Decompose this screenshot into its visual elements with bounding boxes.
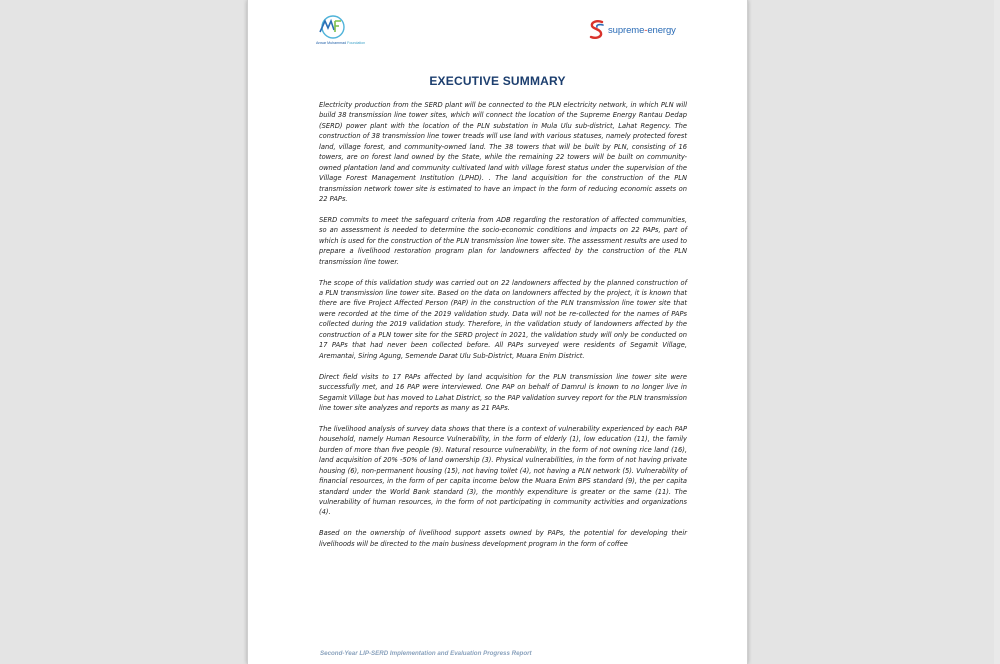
- supreme-energy-logo-text: supreme-energy: [608, 25, 676, 36]
- body-paragraph: The scope of this validation study was carried out on 22 landowners affected by the planned construction of a PLN transmission line tower site. Based on the data on landowners affected by the project, it is known that there are five Project Affected Person (PAP) in the construction of the PLN transmission line tower site that were recorded at the time of the 2019 validation study. Data will not be re-collected for the names of PAPs collected during the 2019 validation study. Therefore, in the validation study of landowners affected by the construction of a PLN tower site for the SERD project in 2021, the validation study will only be conducted on 17 PAPs that had never been collected before. All PAPs surveyed were residents of Segamit Village, Aremantai, Siring Agung, Semende Darat Ulu Sub-District, Muara Enim District.: [319, 278, 687, 360]
- body-paragraph: The livelihood analysis of survey data shows that there is a context of vulnerability experienced by each PAP household, namely Human Resource Vulnerability, in the form of elderly (1), low education (11), the family burden of more than five people (9). Natural resource vulnerability, in the form of not owning rice land (16), land acquisition of 20% -50% of land ownership (3). Physical vulnerabilities, in the form of not having private housing (6), non-permanent housing (15), not having toilet (4), not having a PLN network (5). Vulnerability of financial resources, in the form of per capita income below the Muara Enim BPS standard (9), the per capita standard under the World Bank standard (3), the monthly expenditure is greater or the same (11). The vulnerability of human resources, in the form of not participating in community activities and organizations (4).: [319, 424, 687, 517]
- document-title: EXECUTIVE SUMMARY: [429, 74, 566, 88]
- amf-logo: [316, 14, 396, 48]
- page-footer: Second-Year LIP-SERD Implementation and Evaluation Progress Report: [320, 650, 532, 657]
- body-paragraph: Direct field visits to 17 PAPs affected by land acquisition for the PLN transmission line tower site were successfully met, and 16 PAP were interviewed. One PAP on behalf of Damrul is known to no longer live in Segamit Village but has moved to Lahat District, so the PAP validation survey report for the PLN transmission line tower site analyzes and reports as many as 21 PAPs.: [319, 372, 687, 412]
- amf-logo-caption: Anwar Muhammad Foundation: [316, 41, 366, 45]
- document-page: [247, 0, 748, 664]
- body-paragraph: Electricity production from the SERD plant will be connected to the PLN electricity network, in which PLN will build 38 transmission line tower sites, which will connect the location of the Supreme Energy Rantau Dedap (SERD) power plant with the location of the PLN substation in Mula Ulu sub-district, Lahat Regency. The construction of 38 transmission line tower treads will use land with various statuses, namely protected forest land, village forest, and community-owned land. The 38 towers that will be built by PLN, consisting of 16 towers, are on forest land owned by the State, while the remaining 22 towers will be built on community-owned plantation land and community cultivated land with village forest status under the supervision of the Village Forest Management Institution (LPHD). . The land acquisition for the construction of the PLN transmission network tower site is estimated to have an impact in the form of reducing economic assets on 22 PAPs.: [319, 101, 687, 204]
- body-paragraph: Based on the ownership of livelihood support assets owned by PAPs, the potential for developing their livelihoods will be directed to the main business development program in the form of coffee: [319, 529, 687, 548]
- vertical-scrollbar[interactable]: [994, 0, 1000, 664]
- body-paragraph: SERD commits to meet the safeguard criteria from ADB regarding the restoration of affected communities, so an assessment is needed to determine the socio-economic conditions and impacts on 22 PAPs, part of which is used for the construction of the PLN transmission line tower site. The assessment results are used to prepare a livelihood restoration program plan for landowners affected by the construction of the PLN transmission line tower.: [319, 215, 687, 266]
- document-body: [319, 100, 687, 560]
- supreme-energy-logo: [588, 19, 688, 41]
- supreme-energy-logo-icon: [588, 19, 606, 41]
- amf-logo-icon: [316, 14, 350, 40]
